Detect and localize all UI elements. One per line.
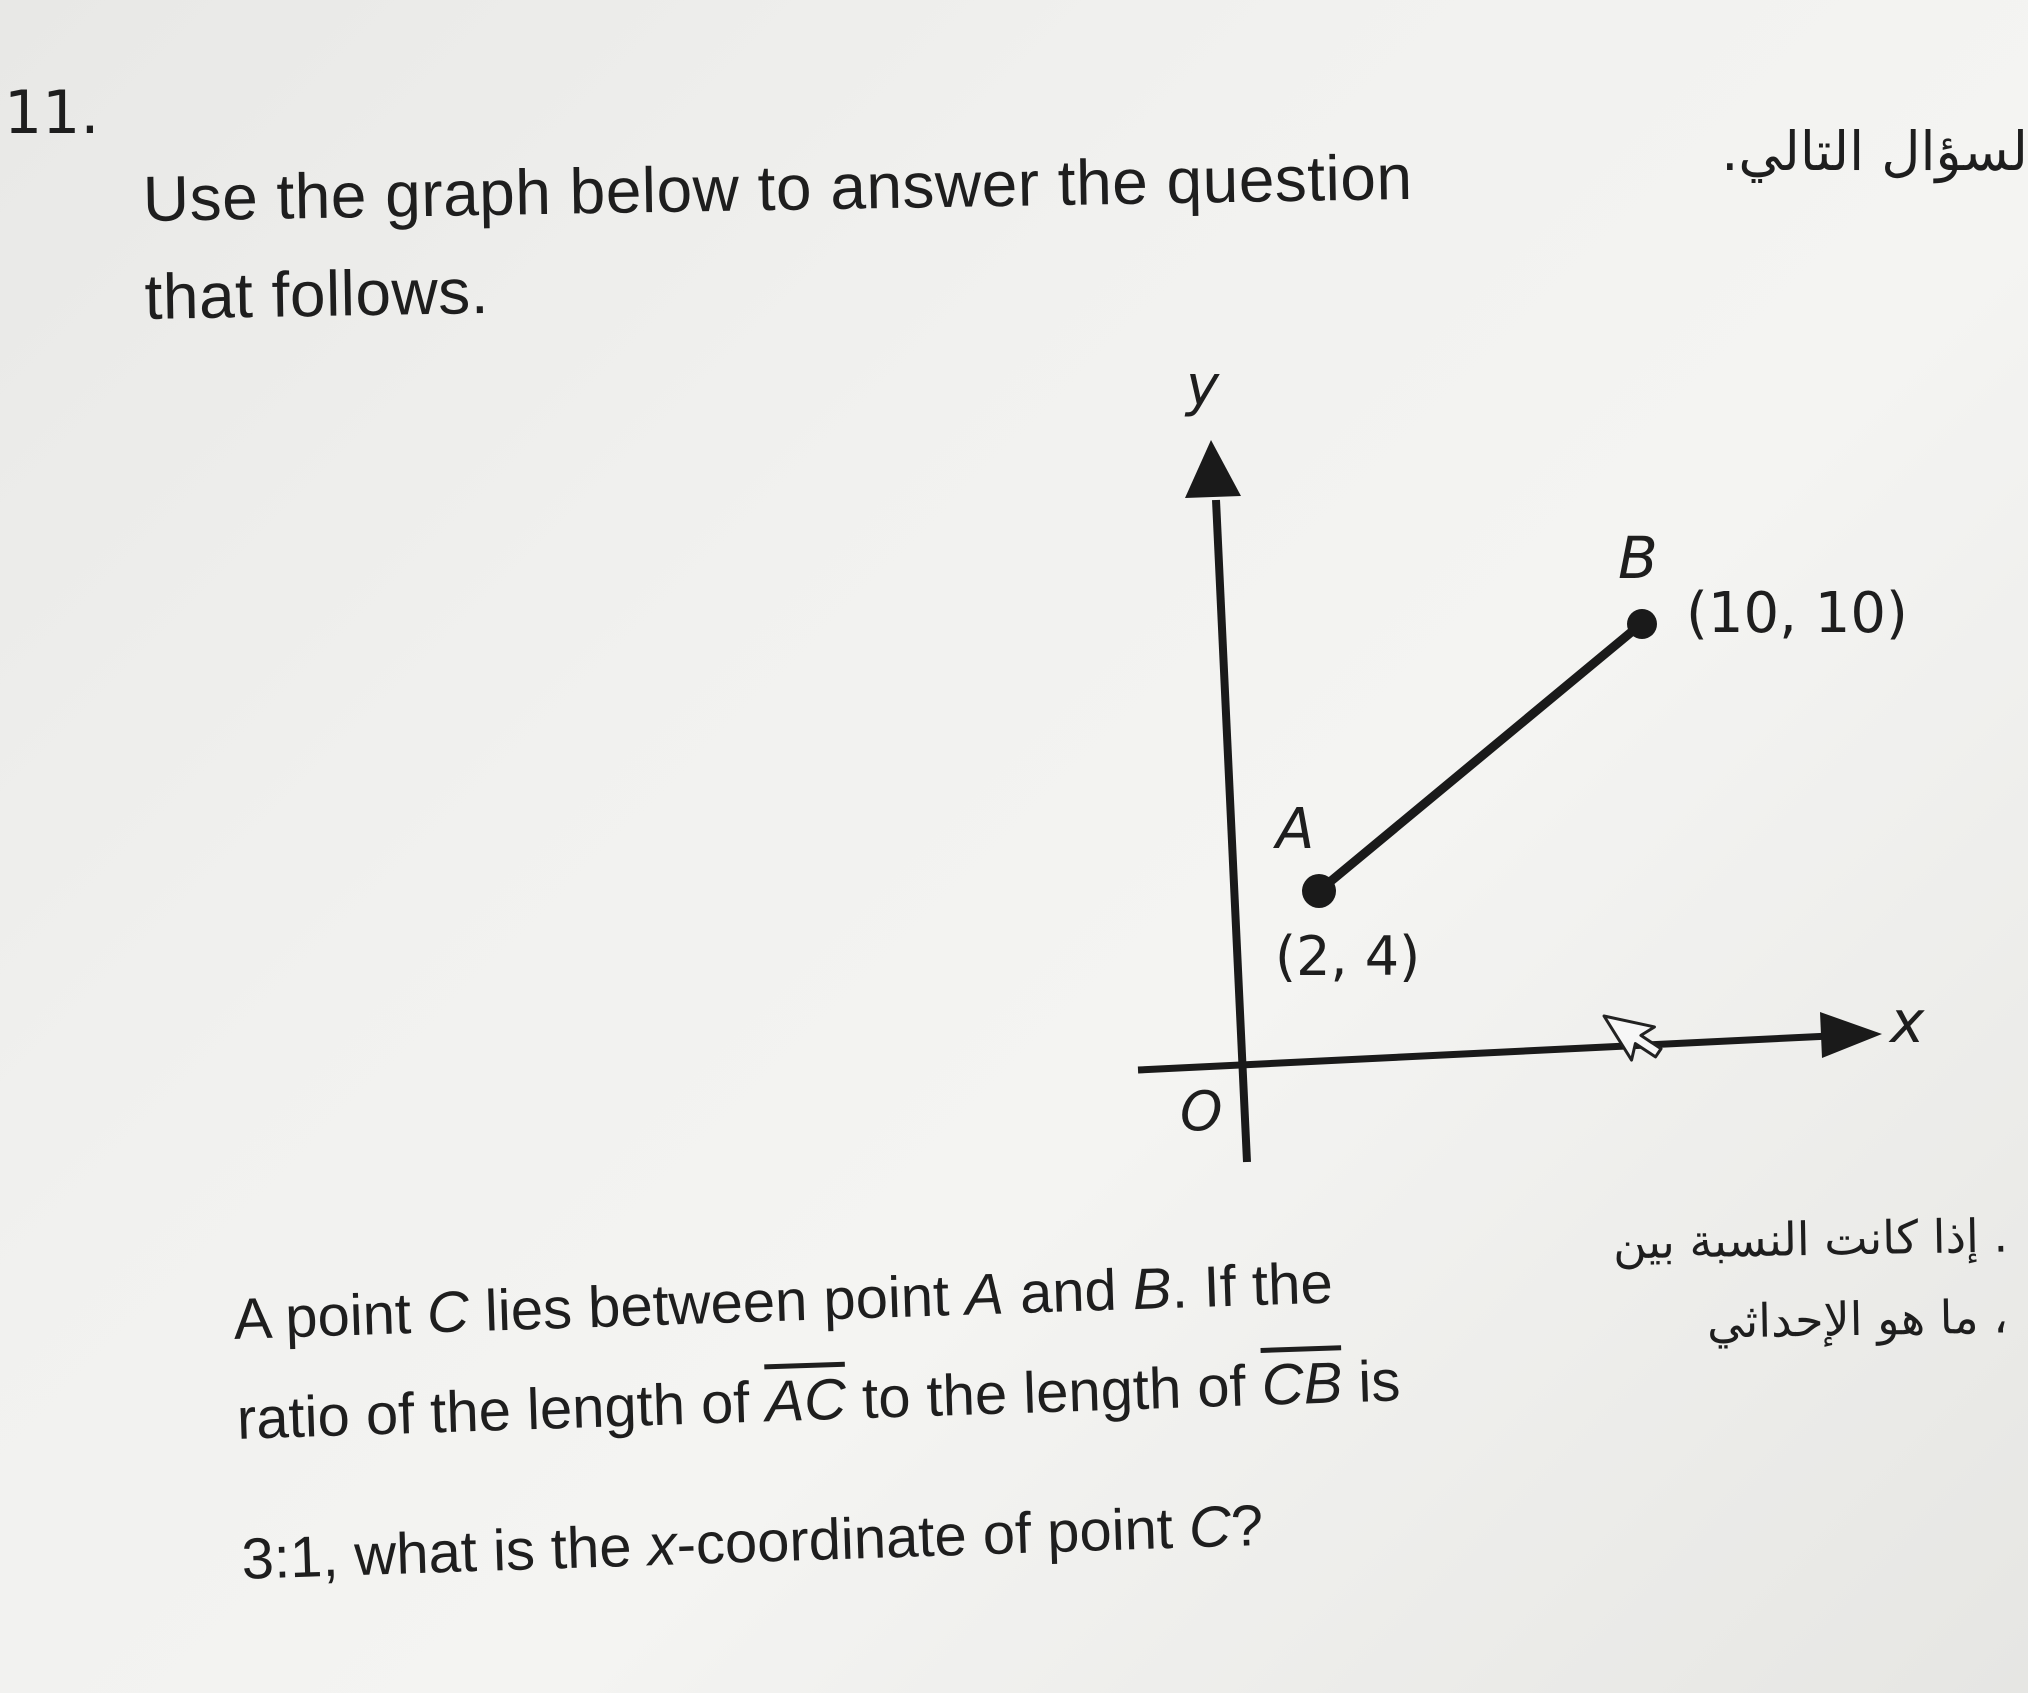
text-run: lies between point [467, 1262, 967, 1345]
x-axis-label: x [1890, 988, 1925, 1056]
point-b-label: B [1618, 524, 1658, 592]
text-run: is [1341, 1348, 1402, 1416]
y-axis-label: y [1186, 354, 1220, 419]
text-run: A point [232, 1280, 429, 1352]
point-b-ref: B [1131, 1255, 1173, 1323]
point-a [1302, 874, 1336, 908]
problem-text [232, 1227, 1543, 1610]
text-run: . If the [1170, 1250, 1334, 1321]
cursor-icon [1604, 996, 1668, 1068]
text-run: ? [1229, 1492, 1265, 1560]
segment-cb-ref: $\overline{CB}$ [1260, 1350, 1344, 1418]
text-run: -coordinate of point [675, 1495, 1191, 1578]
y-axis-arrow [1185, 440, 1241, 498]
point-c-ref: C [1187, 1494, 1232, 1561]
point-a-coords: (2, 4) [1275, 925, 1421, 988]
text-run: ratio of the length of [235, 1369, 767, 1452]
text-run: 3:1, what is the [240, 1513, 649, 1592]
x-axis-arrow [1820, 1012, 1882, 1058]
point-a-label: A [1276, 797, 1315, 862]
x-var-ref: x [646, 1512, 678, 1579]
segment-ac-ref: $\overline{AC}$ [764, 1366, 848, 1435]
arabic-problem-line-1: . إذا كانت النسبة بين [1612, 1208, 2009, 1270]
text-run: and [1002, 1257, 1134, 1327]
segment-ab [1319, 624, 1641, 891]
origin-label: O [1180, 1080, 1223, 1143]
point-b [1627, 609, 1657, 639]
point-c-ref: C [425, 1279, 470, 1346]
point-a-ref: A [964, 1261, 1005, 1328]
text-run: to the length of [844, 1352, 1263, 1432]
arabic-problem-line-2: ، ما هو الإحداثي [1706, 1289, 2009, 1349]
intro-line-1: Use the graph below to answer the question [142, 140, 1414, 235]
arabic-instruction: لسؤال التالي. [1721, 120, 2028, 183]
point-b-coords: (10, 10) [1686, 581, 1908, 646]
question-number: 11. [4, 78, 100, 148]
intro-line-2: that follows. [143, 254, 490, 333]
